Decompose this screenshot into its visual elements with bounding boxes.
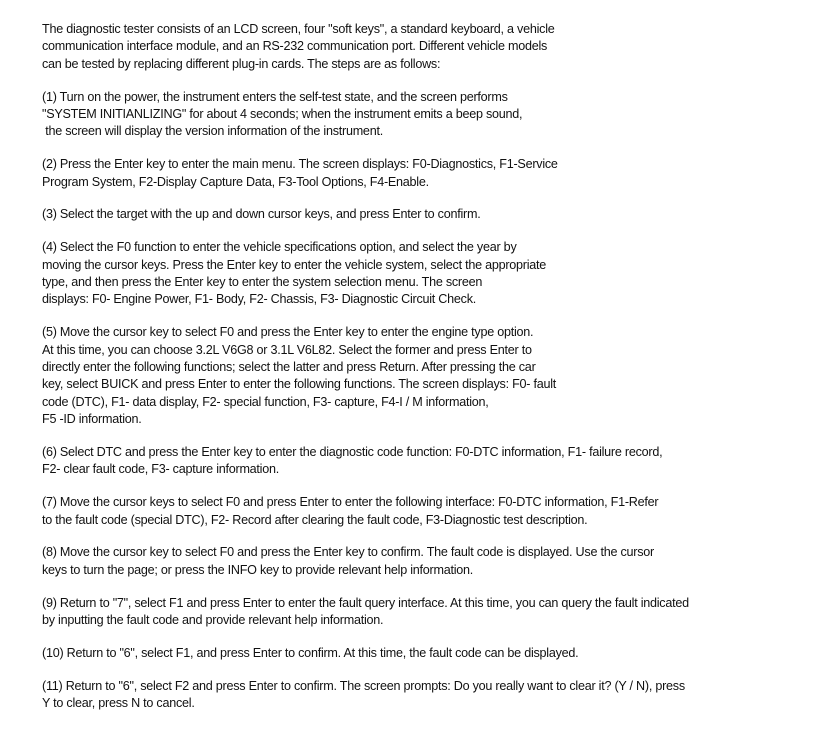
- text-line: F5 -ID information.: [42, 412, 142, 427]
- text-line: the screen will display the version information of the instrument.: [42, 124, 383, 139]
- step-1-paragraph: [42, 89, 802, 141]
- text-line: directly enter the following functions; select the latter and press Return. After pressing the car: [42, 360, 536, 375]
- step-11-paragraph: [42, 678, 802, 713]
- text-line: (2) Press the Enter key to enter the main menu. The screen displays: F0-Diagnostics, F1-Service: [42, 157, 558, 172]
- text-line: At this time, you can choose 3.2L V6G8 or 3.1L V6L82. Select the former and press Enter to: [42, 342, 532, 357]
- text-line: The diagnostic tester consists of an LCD screen, four "soft keys", a standard keyboard, a vehicle: [42, 22, 555, 36]
- text-line: (3) Select the target with the up and down cursor keys, and press Enter to confirm.: [42, 207, 481, 222]
- text-line: by inputting the fault code and provide relevant help information.: [42, 613, 384, 628]
- text-line: (7) Move the cursor keys to select F0 and press Enter to enter the following interface: F0-DTC information, F1-Refer: [42, 495, 659, 510]
- text-line: (10) Return to "6", select F1, and press Enter to confirm. At this time, the fault code can be displayed.: [42, 645, 579, 660]
- step-2-paragraph: [42, 156, 802, 191]
- text-line: "SYSTEM INITIANLIZING" for about 4 seconds; when the instrument emits a beep sound,: [42, 107, 523, 122]
- text-line: (1) Turn on the power, the instrument enters the self-test state, and the screen performs: [42, 89, 508, 104]
- step-5-paragraph: [42, 324, 802, 428]
- text-line: (5) Move the cursor key to select F0 and press the Enter key to enter the engine type option.: [42, 325, 534, 340]
- text-line: (6) Select DTC and press the Enter key to enter the diagnostic code function: F0-DTC information, F1- failure record,: [42, 445, 663, 460]
- text-line: communication interface module, and an RS-232 communication port. Different vehicle models: [42, 39, 548, 54]
- text-line: moving the cursor keys. Press the Enter key to enter the vehicle system, select the appropriate: [42, 257, 547, 272]
- text-line: (11) Return to "6", select F2 and press Enter to confirm. The screen prompts: Do you really want to clear it? (Y / N), press: [42, 678, 685, 693]
- text-line: (8) Move the cursor key to select F0 and press the Enter key to confirm. The fault code is displayed. Use the cursor: [42, 545, 654, 560]
- intro-paragraph: [42, 21, 802, 73]
- text-line: can be tested by replacing different plug-in cards. The steps are as follows:: [42, 56, 441, 71]
- text-line: code (DTC), F1- data display, F2- special function, F3- capture, F4-I / M information,: [42, 394, 489, 409]
- text-line: F2- clear fault code, F3- capture information.: [42, 462, 279, 477]
- step-6-paragraph: [42, 444, 802, 479]
- step-3-paragraph: [42, 206, 802, 223]
- text-line: Program System, F2-Display Capture Data, F3-Tool Options, F4-Enable.: [42, 174, 429, 189]
- text-line: keys to turn the page; or press the INFO key to provide relevant help information.: [42, 562, 474, 577]
- document-body: [42, 21, 802, 712]
- text-line: Y to clear, press N to cancel.: [42, 696, 195, 711]
- text-line: (9) Return to "7", select F1 and press Enter to enter the fault query interface. At this time, you can query the fault indicated: [42, 595, 689, 610]
- step-8-paragraph: [42, 544, 802, 579]
- step-4-paragraph: [42, 239, 802, 309]
- text-line: (4) Select the F0 function to enter the vehicle specifications option, and select the year by: [42, 240, 517, 255]
- text-line: to the fault code (special DTC), F2- Record after clearing the fault code, F3-Diagnostic test description.: [42, 512, 588, 527]
- text-line: displays: F0- Engine Power, F1- Body, F2- Chassis, F3- Diagnostic Circuit Check.: [42, 292, 477, 307]
- step-7-paragraph: [42, 494, 802, 529]
- text-line: type, and then press the Enter key to enter the system selection menu. The screen: [42, 275, 483, 290]
- step-10-paragraph: [42, 645, 802, 662]
- text-line: key, select BUICK and press Enter to enter the following functions. The screen displays: F0- fault: [42, 377, 557, 392]
- step-9-paragraph: [42, 595, 802, 630]
